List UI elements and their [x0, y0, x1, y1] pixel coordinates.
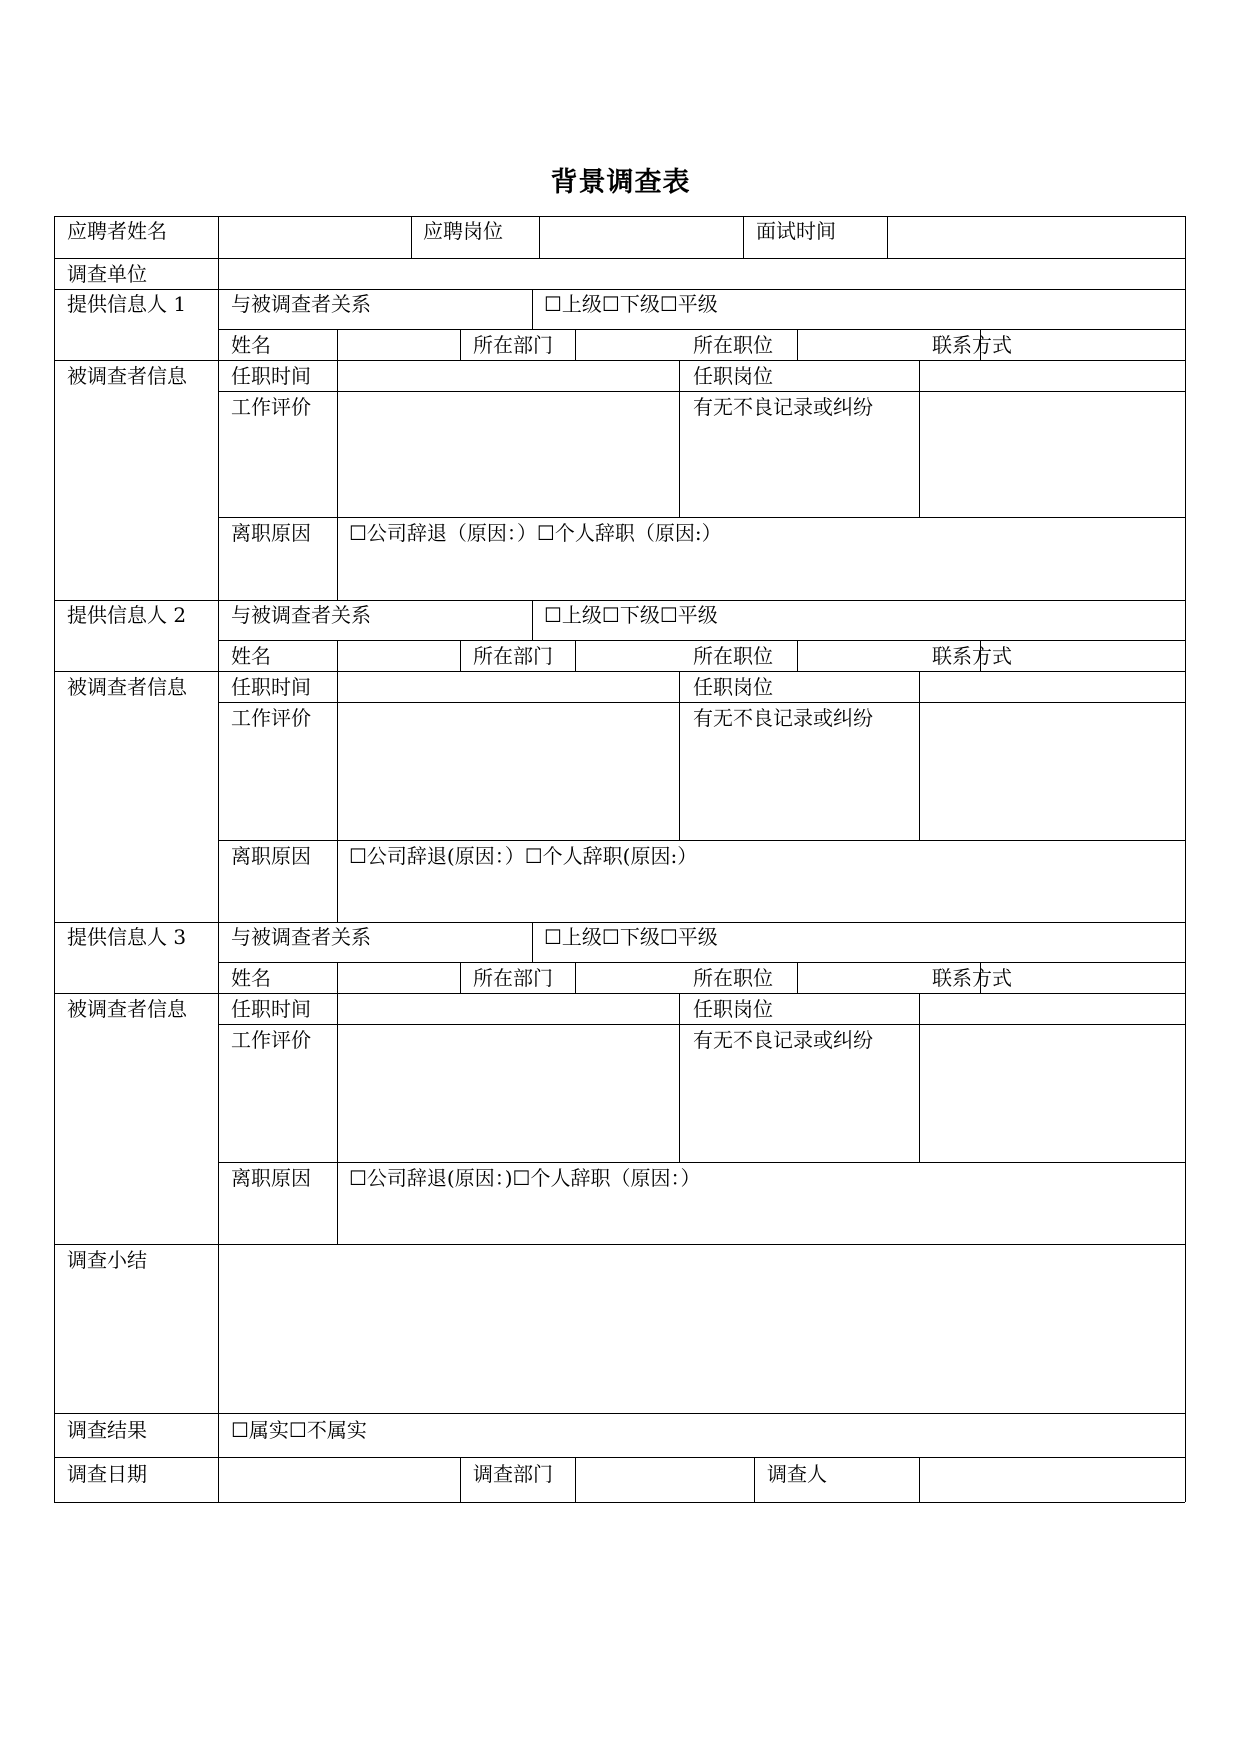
- interview-time-field[interactable]: [888, 217, 1184, 257]
- post-label: 任职岗位: [693, 675, 773, 699]
- investigation-dept-field[interactable]: [576, 1458, 753, 1501]
- footer-section: [54, 1244, 1185, 1502]
- summary-label: 调查小结: [67, 1248, 147, 1272]
- dept-label: 所在部门: [473, 966, 553, 990]
- record-label: 有无不良记录或纠纷: [693, 395, 873, 419]
- investigator-field[interactable]: [920, 1458, 1184, 1501]
- provider-title: 提供信息人 1: [67, 292, 187, 316]
- tenure-field[interactable]: [338, 994, 678, 1023]
- evaluation-label: 工作评价: [231, 1028, 311, 1052]
- tenure-field[interactable]: [338, 361, 678, 390]
- relation-label: 与被调查者关系: [231, 925, 371, 949]
- post-field[interactable]: [920, 672, 1184, 701]
- contact-label: 联系方式: [932, 644, 1012, 668]
- relation-checkboxes[interactable]: ☐上级☐下级☐平级: [544, 925, 718, 949]
- relation-label: 与被调查者关系: [231, 292, 371, 316]
- subject-info-label: 被调查者信息: [67, 675, 187, 699]
- investigation-dept-label: 调查部门: [473, 1462, 553, 1486]
- provider-block-2: [54, 600, 1185, 922]
- name-label: 姓名: [231, 644, 271, 668]
- position-label: 应聘岗位: [423, 219, 503, 243]
- provider-name-field[interactable]: [338, 330, 459, 359]
- interview-time-label: 面试时间: [756, 219, 836, 243]
- leave-reason-checkboxes[interactable]: ☐公司辞退（原因：）☐个人辞职（原因:）: [349, 521, 722, 545]
- subject-info-label: 被调查者信息: [67, 364, 187, 388]
- dept-label: 所在部门: [473, 644, 553, 668]
- post-label: 任职岗位: [693, 997, 773, 1021]
- relation-checkboxes[interactable]: ☐上级☐下级☐平级: [544, 292, 718, 316]
- relation-checkboxes[interactable]: ☐上级☐下级☐平级: [544, 603, 718, 627]
- provider-dept-field[interactable]: [576, 641, 678, 670]
- tenure-field[interactable]: [338, 672, 678, 701]
- record-field[interactable]: [920, 392, 1184, 516]
- provider-title: 提供信息人 3: [67, 925, 187, 949]
- subject-info-label: 被调查者信息: [67, 997, 187, 1021]
- leave-reason-checkboxes[interactable]: ☐公司辞退(原因：）☐个人辞职(原因:）: [349, 844, 698, 868]
- provider-contact-field[interactable]: [981, 641, 1184, 670]
- investigator-label: 调查人: [767, 1462, 827, 1486]
- tenure-label: 任职时间: [231, 997, 311, 1021]
- contact-label: 联系方式: [932, 333, 1012, 357]
- company-label: 调查单位: [67, 262, 147, 286]
- post-field[interactable]: [920, 994, 1184, 1023]
- evaluation-field[interactable]: [338, 1025, 678, 1161]
- job-label: 所在职位: [693, 644, 773, 668]
- name-label: 姓名: [231, 966, 271, 990]
- leave-reason-label: 离职原因: [231, 521, 311, 545]
- candidate-name-label: 应聘者姓名: [67, 219, 167, 243]
- leave-reason-label: 离职原因: [231, 844, 311, 868]
- job-label: 所在职位: [693, 966, 773, 990]
- record-label: 有无不良记录或纠纷: [693, 706, 873, 730]
- evaluation-field[interactable]: [338, 392, 678, 516]
- name-label: 姓名: [231, 333, 271, 357]
- date-field[interactable]: [219, 1458, 459, 1501]
- summary-field[interactable]: [219, 1245, 1184, 1412]
- provider-job-field[interactable]: [798, 963, 918, 992]
- tenure-label: 任职时间: [231, 675, 311, 699]
- evaluation-label: 工作评价: [231, 706, 311, 730]
- provider-block-1: [54, 289, 1185, 600]
- tenure-label: 任职时间: [231, 364, 311, 388]
- leave-reason-label: 离职原因: [231, 1166, 311, 1190]
- record-label: 有无不良记录或纠纷: [693, 1028, 873, 1052]
- provider-job-field[interactable]: [798, 641, 918, 670]
- provider-name-field[interactable]: [338, 963, 459, 992]
- result-label: 调查结果: [67, 1418, 147, 1442]
- record-field[interactable]: [920, 1025, 1184, 1161]
- provider-contact-field[interactable]: [981, 330, 1184, 359]
- job-label: 所在职位: [693, 333, 773, 357]
- record-field[interactable]: [920, 703, 1184, 839]
- provider-block-3: [54, 922, 1185, 1244]
- position-field[interactable]: [540, 217, 742, 257]
- leave-reason-checkboxes[interactable]: ☐公司辞退(原因：)☐个人辞职（原因：）: [349, 1166, 701, 1190]
- page-title: 背景调查表: [550, 167, 691, 198]
- post-field[interactable]: [920, 361, 1184, 390]
- post-label: 任职岗位: [693, 364, 773, 388]
- provider-name-field[interactable]: [338, 641, 459, 670]
- contact-label: 联系方式: [932, 966, 1012, 990]
- background-check-form: [54, 216, 1185, 1502]
- relation-label: 与被调查者关系: [231, 603, 371, 627]
- provider-job-field[interactable]: [798, 330, 918, 359]
- date-label: 调查日期: [67, 1462, 147, 1486]
- evaluation-field[interactable]: [338, 703, 678, 839]
- provider-dept-field[interactable]: [576, 963, 678, 992]
- candidate-name-field[interactable]: [219, 217, 410, 257]
- provider-contact-field[interactable]: [981, 963, 1184, 992]
- provider-title: 提供信息人 2: [67, 603, 187, 627]
- dept-label: 所在部门: [473, 333, 553, 357]
- company-field[interactable]: [219, 259, 1184, 288]
- evaluation-label: 工作评价: [231, 395, 311, 419]
- provider-dept-field[interactable]: [576, 330, 678, 359]
- result-checkboxes[interactable]: ☐属实☐不属实: [231, 1418, 367, 1442]
